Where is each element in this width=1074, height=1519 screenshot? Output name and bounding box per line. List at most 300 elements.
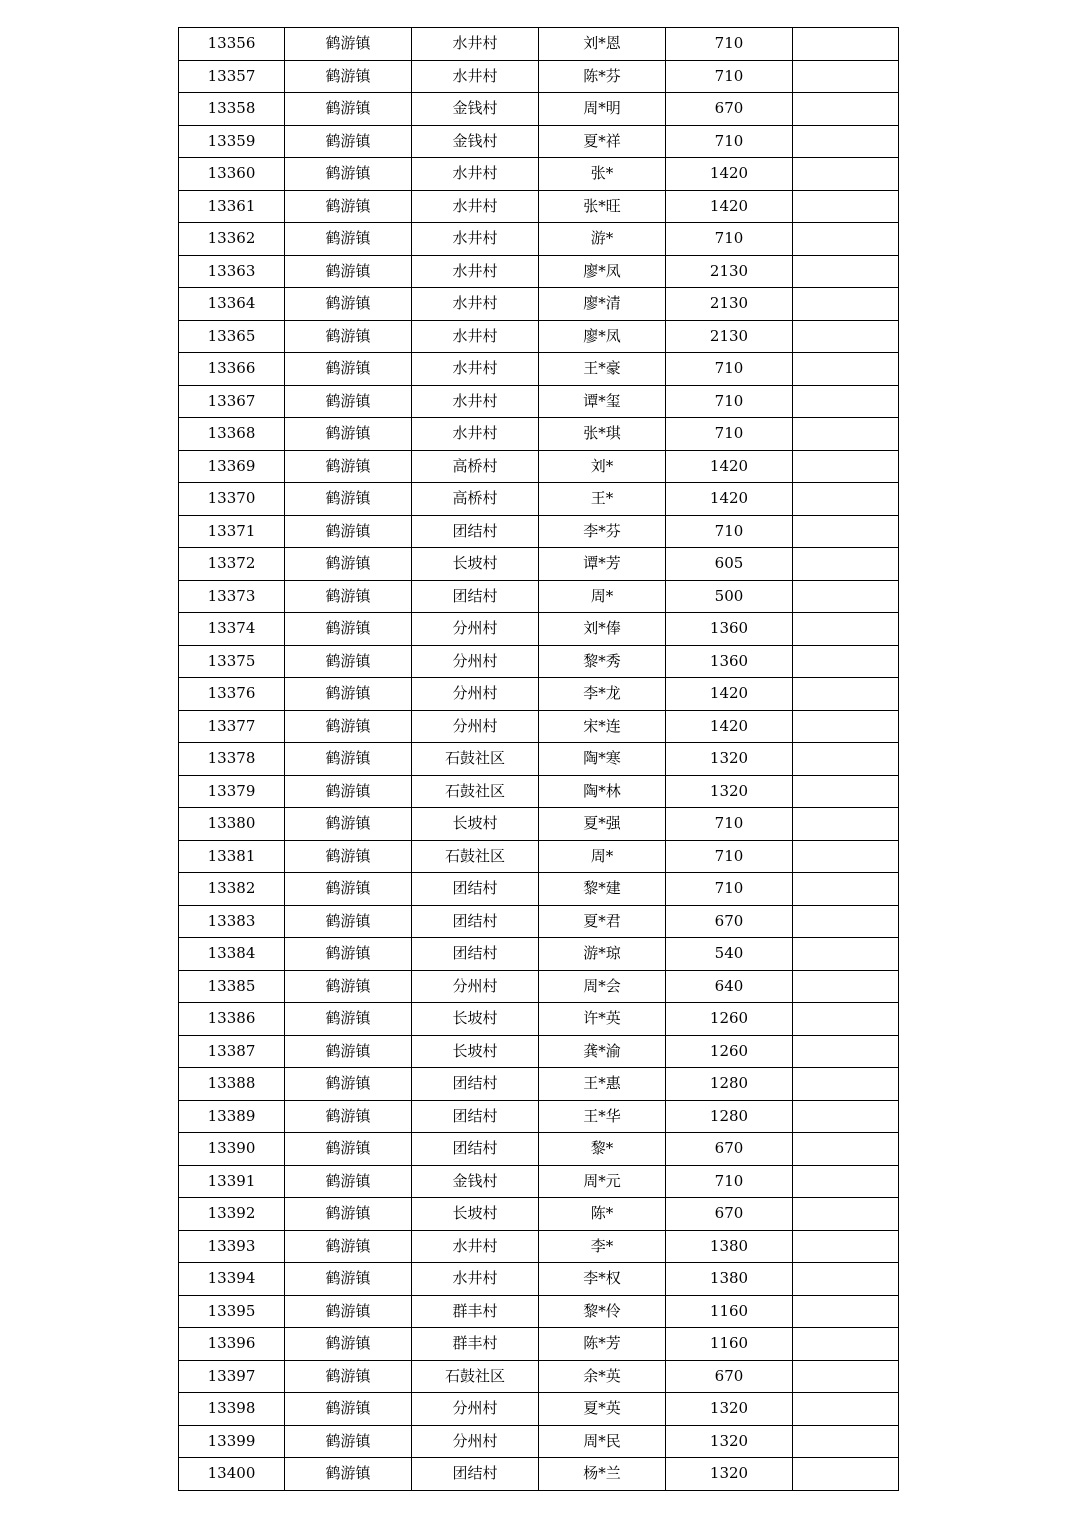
town-cell: 鹤游镇 — [285, 60, 412, 93]
village-cell: 分州村 — [412, 1425, 539, 1458]
record-number-cell: 13396 — [179, 1328, 285, 1361]
amount-cell: 670 — [666, 905, 793, 938]
village-cell: 群丰村 — [412, 1328, 539, 1361]
town-cell: 鹤游镇 — [285, 1133, 412, 1166]
village-cell: 长坡村 — [412, 1035, 539, 1068]
town-cell: 鹤游镇 — [285, 873, 412, 906]
remark-cell — [793, 710, 899, 743]
table-row — [179, 970, 899, 1003]
amount-cell: 1320 — [666, 1458, 793, 1491]
town-cell: 鹤游镇 — [285, 678, 412, 711]
town-cell: 鹤游镇 — [285, 1165, 412, 1198]
record-number-cell: 13381 — [179, 840, 285, 873]
record-number-cell: 13369 — [179, 450, 285, 483]
town-cell: 鹤游镇 — [285, 613, 412, 646]
record-number-cell: 13374 — [179, 613, 285, 646]
name-cell: 黎*伶 — [539, 1295, 666, 1328]
table-row — [179, 1133, 899, 1166]
record-number-cell: 13378 — [179, 743, 285, 776]
amount-cell: 2130 — [666, 255, 793, 288]
town-cell: 鹤游镇 — [285, 905, 412, 938]
village-cell: 水井村 — [412, 190, 539, 223]
town-cell: 鹤游镇 — [285, 1360, 412, 1393]
record-number-cell: 13367 — [179, 385, 285, 418]
village-cell: 团结村 — [412, 1458, 539, 1491]
table-row — [179, 1165, 899, 1198]
name-cell: 刘* — [539, 450, 666, 483]
record-number-cell: 13383 — [179, 905, 285, 938]
remark-cell — [793, 808, 899, 841]
name-cell: 陈* — [539, 1198, 666, 1231]
amount-cell: 1160 — [666, 1295, 793, 1328]
village-cell: 分州村 — [412, 970, 539, 1003]
town-cell: 鹤游镇 — [285, 93, 412, 126]
record-number-cell: 13395 — [179, 1295, 285, 1328]
village-cell: 石鼓社区 — [412, 1360, 539, 1393]
name-cell: 夏*强 — [539, 808, 666, 841]
town-cell: 鹤游镇 — [285, 28, 412, 61]
table-row — [179, 93, 899, 126]
name-cell: 王*惠 — [539, 1068, 666, 1101]
table-row — [179, 678, 899, 711]
town-cell: 鹤游镇 — [285, 483, 412, 516]
amount-cell: 1380 — [666, 1263, 793, 1296]
remark-cell — [793, 1100, 899, 1133]
remark-cell — [793, 1263, 899, 1296]
record-number-cell: 13398 — [179, 1393, 285, 1426]
town-cell: 鹤游镇 — [285, 385, 412, 418]
town-cell: 鹤游镇 — [285, 808, 412, 841]
table-row — [179, 483, 899, 516]
remark-cell — [793, 223, 899, 256]
table-row — [179, 1295, 899, 1328]
record-number-cell: 13385 — [179, 970, 285, 1003]
record-number-cell: 13372 — [179, 548, 285, 581]
amount-cell: 1260 — [666, 1035, 793, 1068]
amount-cell: 710 — [666, 418, 793, 451]
remark-cell — [793, 1360, 899, 1393]
amount-cell: 710 — [666, 223, 793, 256]
name-cell: 夏*英 — [539, 1393, 666, 1426]
remark-cell — [793, 1328, 899, 1361]
village-cell: 分州村 — [412, 645, 539, 678]
village-cell: 金钱村 — [412, 125, 539, 158]
village-cell: 团结村 — [412, 938, 539, 971]
amount-cell: 2130 — [666, 288, 793, 321]
remark-cell — [793, 1068, 899, 1101]
record-number-cell: 13371 — [179, 515, 285, 548]
town-cell: 鹤游镇 — [285, 1230, 412, 1263]
remark-cell — [793, 840, 899, 873]
amount-cell: 1320 — [666, 1425, 793, 1458]
village-cell: 群丰村 — [412, 1295, 539, 1328]
amount-cell: 605 — [666, 548, 793, 581]
name-cell: 夏*君 — [539, 905, 666, 938]
remark-cell — [793, 158, 899, 191]
village-cell: 水井村 — [412, 223, 539, 256]
table-row — [179, 1230, 899, 1263]
village-cell: 长坡村 — [412, 1003, 539, 1036]
amount-cell: 1420 — [666, 678, 793, 711]
town-cell: 鹤游镇 — [285, 418, 412, 451]
remark-cell — [793, 873, 899, 906]
record-number-cell: 13379 — [179, 775, 285, 808]
remark-cell — [793, 418, 899, 451]
village-cell: 水井村 — [412, 385, 539, 418]
table-row — [179, 255, 899, 288]
remark-cell — [793, 1165, 899, 1198]
amount-cell: 2130 — [666, 320, 793, 353]
amount-cell: 710 — [666, 808, 793, 841]
village-cell: 团结村 — [412, 905, 539, 938]
record-number-cell: 13386 — [179, 1003, 285, 1036]
remark-cell — [793, 1425, 899, 1458]
town-cell: 鹤游镇 — [285, 645, 412, 678]
name-cell: 许*英 — [539, 1003, 666, 1036]
name-cell: 周*明 — [539, 93, 666, 126]
table-row — [179, 840, 899, 873]
name-cell: 谭*玺 — [539, 385, 666, 418]
record-number-cell: 13380 — [179, 808, 285, 841]
village-cell: 分州村 — [412, 678, 539, 711]
village-cell: 石鼓社区 — [412, 775, 539, 808]
table-row — [179, 808, 899, 841]
amount-cell: 1280 — [666, 1068, 793, 1101]
village-cell: 水井村 — [412, 28, 539, 61]
data-table — [178, 27, 899, 1491]
name-cell: 谭*芳 — [539, 548, 666, 581]
name-cell: 廖*凤 — [539, 320, 666, 353]
amount-cell: 1420 — [666, 190, 793, 223]
amount-cell: 1420 — [666, 483, 793, 516]
name-cell: 龚*渝 — [539, 1035, 666, 1068]
name-cell: 陶*寒 — [539, 743, 666, 776]
record-number-cell: 13366 — [179, 353, 285, 386]
town-cell: 鹤游镇 — [285, 125, 412, 158]
name-cell: 王*豪 — [539, 353, 666, 386]
name-cell: 张* — [539, 158, 666, 191]
record-number-cell: 13394 — [179, 1263, 285, 1296]
remark-cell — [793, 190, 899, 223]
record-number-cell: 13357 — [179, 60, 285, 93]
remark-cell — [793, 613, 899, 646]
name-cell: 陶*林 — [539, 775, 666, 808]
amount-cell: 1280 — [666, 1100, 793, 1133]
town-cell: 鹤游镇 — [285, 1100, 412, 1133]
record-number-cell: 13370 — [179, 483, 285, 516]
town-cell: 鹤游镇 — [285, 1393, 412, 1426]
table-row — [179, 743, 899, 776]
amount-cell: 670 — [666, 1198, 793, 1231]
town-cell: 鹤游镇 — [285, 970, 412, 1003]
name-cell: 周*元 — [539, 1165, 666, 1198]
remark-cell — [793, 320, 899, 353]
amount-cell: 670 — [666, 1133, 793, 1166]
table-row — [179, 1068, 899, 1101]
village-cell: 水井村 — [412, 60, 539, 93]
table-row — [179, 1263, 899, 1296]
village-cell: 分州村 — [412, 1393, 539, 1426]
table-row — [179, 353, 899, 386]
name-cell: 余*英 — [539, 1360, 666, 1393]
table-row — [179, 418, 899, 451]
name-cell: 廖*清 — [539, 288, 666, 321]
table-row — [179, 158, 899, 191]
village-cell: 团结村 — [412, 580, 539, 613]
town-cell: 鹤游镇 — [285, 775, 412, 808]
remark-cell — [793, 580, 899, 613]
name-cell: 张*旺 — [539, 190, 666, 223]
name-cell: 周* — [539, 840, 666, 873]
name-cell: 夏*祥 — [539, 125, 666, 158]
town-cell: 鹤游镇 — [285, 710, 412, 743]
village-cell: 团结村 — [412, 1068, 539, 1101]
record-number-cell: 13363 — [179, 255, 285, 288]
table-row — [179, 288, 899, 321]
town-cell: 鹤游镇 — [285, 1295, 412, 1328]
remark-cell — [793, 1133, 899, 1166]
name-cell: 陈*芳 — [539, 1328, 666, 1361]
remark-cell — [793, 288, 899, 321]
village-cell: 分州村 — [412, 710, 539, 743]
town-cell: 鹤游镇 — [285, 548, 412, 581]
amount-cell: 710 — [666, 28, 793, 61]
table-row — [179, 1003, 899, 1036]
name-cell: 周* — [539, 580, 666, 613]
village-cell: 长坡村 — [412, 1198, 539, 1231]
table-row — [179, 1100, 899, 1133]
town-cell: 鹤游镇 — [285, 1458, 412, 1491]
village-cell: 团结村 — [412, 873, 539, 906]
record-number-cell: 13376 — [179, 678, 285, 711]
village-cell: 高桥村 — [412, 483, 539, 516]
name-cell: 宋*连 — [539, 710, 666, 743]
village-cell: 团结村 — [412, 1100, 539, 1133]
village-cell: 团结村 — [412, 1133, 539, 1166]
village-cell: 水井村 — [412, 1263, 539, 1296]
record-number-cell: 13360 — [179, 158, 285, 191]
record-number-cell: 13384 — [179, 938, 285, 971]
amount-cell: 710 — [666, 873, 793, 906]
table-row — [179, 548, 899, 581]
remark-cell — [793, 93, 899, 126]
amount-cell: 640 — [666, 970, 793, 1003]
record-number-cell: 13375 — [179, 645, 285, 678]
name-cell: 李*龙 — [539, 678, 666, 711]
remark-cell — [793, 970, 899, 1003]
village-cell: 长坡村 — [412, 548, 539, 581]
table-row — [179, 1035, 899, 1068]
record-number-cell: 13400 — [179, 1458, 285, 1491]
table-row — [179, 938, 899, 971]
town-cell: 鹤游镇 — [285, 1328, 412, 1361]
name-cell: 刘*恩 — [539, 28, 666, 61]
amount-cell: 1320 — [666, 775, 793, 808]
name-cell: 周*会 — [539, 970, 666, 1003]
town-cell: 鹤游镇 — [285, 515, 412, 548]
table-row — [179, 645, 899, 678]
amount-cell: 500 — [666, 580, 793, 613]
remark-cell — [793, 1035, 899, 1068]
remark-cell — [793, 28, 899, 61]
town-cell: 鹤游镇 — [285, 840, 412, 873]
town-cell: 鹤游镇 — [285, 223, 412, 256]
table-row — [179, 125, 899, 158]
village-cell: 分州村 — [412, 613, 539, 646]
record-number-cell: 13362 — [179, 223, 285, 256]
town-cell: 鹤游镇 — [285, 1003, 412, 1036]
village-cell: 水井村 — [412, 1230, 539, 1263]
record-number-cell: 13382 — [179, 873, 285, 906]
remark-cell — [793, 450, 899, 483]
remark-cell — [793, 385, 899, 418]
table-row — [179, 450, 899, 483]
town-cell: 鹤游镇 — [285, 743, 412, 776]
town-cell: 鹤游镇 — [285, 190, 412, 223]
record-number-cell: 13391 — [179, 1165, 285, 1198]
record-number-cell: 13365 — [179, 320, 285, 353]
record-number-cell: 13393 — [179, 1230, 285, 1263]
amount-cell: 1420 — [666, 158, 793, 191]
name-cell: 李*芬 — [539, 515, 666, 548]
village-cell: 水井村 — [412, 255, 539, 288]
town-cell: 鹤游镇 — [285, 580, 412, 613]
remark-cell — [793, 1393, 899, 1426]
record-number-cell: 13373 — [179, 580, 285, 613]
town-cell: 鹤游镇 — [285, 255, 412, 288]
name-cell: 周*民 — [539, 1425, 666, 1458]
table-row — [179, 223, 899, 256]
village-cell: 高桥村 — [412, 450, 539, 483]
amount-cell: 710 — [666, 125, 793, 158]
record-number-cell: 13389 — [179, 1100, 285, 1133]
remark-cell — [793, 1230, 899, 1263]
amount-cell: 710 — [666, 353, 793, 386]
record-number-cell: 13399 — [179, 1425, 285, 1458]
name-cell: 王*华 — [539, 1100, 666, 1133]
name-cell: 杨*兰 — [539, 1458, 666, 1491]
village-cell: 水井村 — [412, 288, 539, 321]
remark-cell — [793, 483, 899, 516]
table-row — [179, 1458, 899, 1491]
amount-cell: 1380 — [666, 1230, 793, 1263]
table-body — [179, 28, 899, 1491]
record-number-cell: 13392 — [179, 1198, 285, 1231]
name-cell: 廖*凤 — [539, 255, 666, 288]
town-cell: 鹤游镇 — [285, 353, 412, 386]
town-cell: 鹤游镇 — [285, 158, 412, 191]
name-cell: 李* — [539, 1230, 666, 1263]
remark-cell — [793, 1003, 899, 1036]
remark-cell — [793, 255, 899, 288]
table-row — [179, 580, 899, 613]
amount-cell: 710 — [666, 385, 793, 418]
record-number-cell: 13361 — [179, 190, 285, 223]
name-cell: 黎* — [539, 1133, 666, 1166]
record-number-cell: 13388 — [179, 1068, 285, 1101]
village-cell: 水井村 — [412, 158, 539, 191]
village-cell: 金钱村 — [412, 93, 539, 126]
table-row — [179, 190, 899, 223]
amount-cell: 540 — [666, 938, 793, 971]
village-cell: 团结村 — [412, 515, 539, 548]
town-cell: 鹤游镇 — [285, 320, 412, 353]
amount-cell: 1420 — [666, 710, 793, 743]
town-cell: 鹤游镇 — [285, 1035, 412, 1068]
amount-cell: 1320 — [666, 1393, 793, 1426]
name-cell: 李*权 — [539, 1263, 666, 1296]
remark-cell — [793, 548, 899, 581]
table-row — [179, 28, 899, 61]
record-number-cell: 13364 — [179, 288, 285, 321]
name-cell: 游*琼 — [539, 938, 666, 971]
table-row — [179, 710, 899, 743]
table-row — [179, 1328, 899, 1361]
village-cell: 金钱村 — [412, 1165, 539, 1198]
table-row — [179, 873, 899, 906]
village-cell: 石鼓社区 — [412, 743, 539, 776]
amount-cell: 1360 — [666, 613, 793, 646]
remark-cell — [793, 515, 899, 548]
amount-cell: 710 — [666, 515, 793, 548]
table-row — [179, 320, 899, 353]
remark-cell — [793, 905, 899, 938]
remark-cell — [793, 743, 899, 776]
record-number-cell: 13359 — [179, 125, 285, 158]
remark-cell — [793, 938, 899, 971]
table-row — [179, 1425, 899, 1458]
remark-cell — [793, 678, 899, 711]
town-cell: 鹤游镇 — [285, 1068, 412, 1101]
name-cell: 张*琪 — [539, 418, 666, 451]
amount-cell: 1160 — [666, 1328, 793, 1361]
remark-cell — [793, 60, 899, 93]
town-cell: 鹤游镇 — [285, 938, 412, 971]
name-cell: 陈*芬 — [539, 60, 666, 93]
village-cell: 水井村 — [412, 320, 539, 353]
village-cell: 水井村 — [412, 353, 539, 386]
amount-cell: 1420 — [666, 450, 793, 483]
name-cell: 黎*秀 — [539, 645, 666, 678]
remark-cell — [793, 1295, 899, 1328]
amount-cell: 1320 — [666, 743, 793, 776]
table-row — [179, 775, 899, 808]
table-row — [179, 905, 899, 938]
table-row — [179, 385, 899, 418]
record-number-cell: 13387 — [179, 1035, 285, 1068]
table-row — [179, 60, 899, 93]
table-row — [179, 515, 899, 548]
name-cell: 黎*建 — [539, 873, 666, 906]
table-row — [179, 1198, 899, 1231]
amount-cell: 710 — [666, 840, 793, 873]
town-cell: 鹤游镇 — [285, 1198, 412, 1231]
remark-cell — [793, 1198, 899, 1231]
town-cell: 鹤游镇 — [285, 1263, 412, 1296]
village-cell: 水井村 — [412, 418, 539, 451]
village-cell: 石鼓社区 — [412, 840, 539, 873]
record-number-cell: 13356 — [179, 28, 285, 61]
name-cell: 刘*俸 — [539, 613, 666, 646]
name-cell: 王* — [539, 483, 666, 516]
remark-cell — [793, 125, 899, 158]
amount-cell: 1260 — [666, 1003, 793, 1036]
record-number-cell: 13368 — [179, 418, 285, 451]
table-row — [179, 1393, 899, 1426]
table-row — [179, 1360, 899, 1393]
town-cell: 鹤游镇 — [285, 1425, 412, 1458]
amount-cell: 1360 — [666, 645, 793, 678]
